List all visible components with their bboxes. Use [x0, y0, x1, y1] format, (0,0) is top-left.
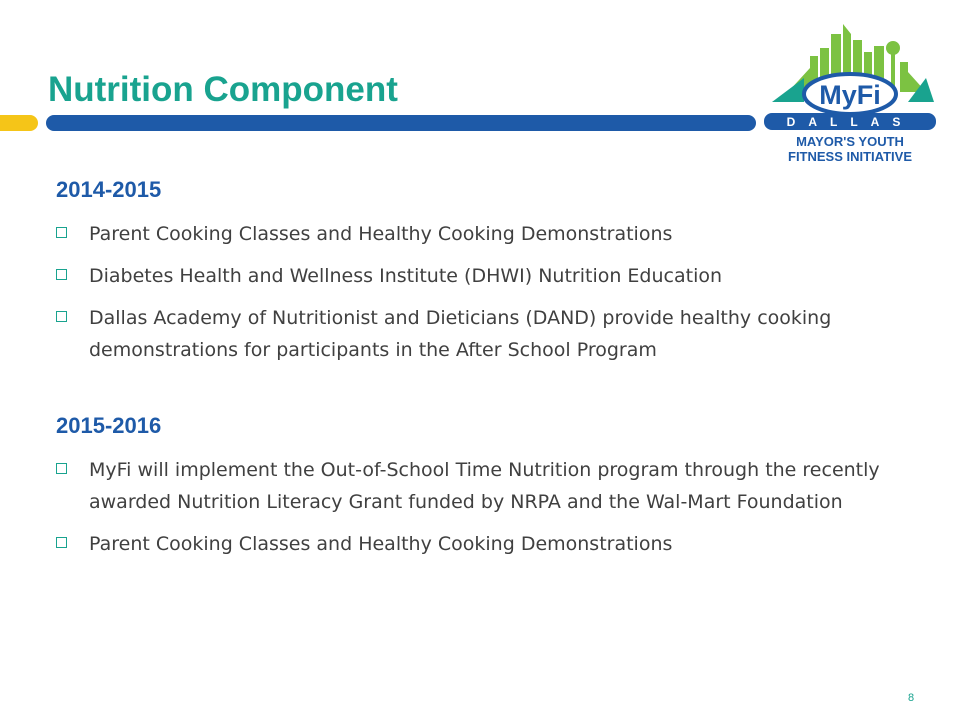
page-number: 8 — [908, 692, 915, 704]
bullet-item — [56, 302, 926, 366]
bullet-list — [56, 454, 926, 560]
square-bullet-icon — [56, 311, 67, 322]
bullet-item — [56, 260, 926, 292]
section-year-heading: 2014-2015 — [56, 177, 162, 202]
logo-tagline-line2: FITNESS INITIATIVE — [788, 149, 912, 164]
square-bullet-icon — [56, 463, 67, 474]
bullet-list — [56, 218, 926, 366]
section-year-heading: 2015-2016 — [56, 413, 162, 439]
title-accent-bar-yellow — [0, 115, 38, 131]
bullet-text: Diabetes Health and Wellness Institute (DHWI) Nutrition Education — [89, 265, 723, 288]
bullet-item — [56, 454, 926, 518]
logo-city-text: DALLAS — [786, 115, 914, 129]
bullet-text: Parent Cooking Classes and Healthy Cooking Demonstrations — [89, 533, 673, 556]
bullet-text: Dallas Academy of Nutritionist and Dieticians (DAND) provide healthy cooking demonstrations for participants in the After School Program — [89, 307, 832, 362]
square-bullet-icon — [56, 537, 67, 548]
bullet-item — [56, 218, 926, 250]
bullet-item — [56, 528, 926, 560]
bullet-text: Parent Cooking Classes and Healthy Cooking Demonstrations — [89, 223, 673, 246]
title-underline-bar — [46, 115, 756, 131]
square-bullet-icon — [56, 269, 67, 280]
bullet-text: MyFi will implement the Out-of-School Time Nutrition program through the recently awarded Nutrition Literacy Grant funded by NRPA and the Wal-Mart Foundation — [89, 459, 880, 514]
myfi-dallas-logo — [758, 18, 942, 168]
logo-brand-text: MyFi — [819, 80, 881, 110]
slide-title: Nutrition Component — [48, 70, 398, 109]
slide-body — [56, 178, 926, 570]
square-bullet-icon — [56, 227, 67, 238]
logo-tagline-line1: MAYOR'S YOUTH — [796, 134, 904, 149]
